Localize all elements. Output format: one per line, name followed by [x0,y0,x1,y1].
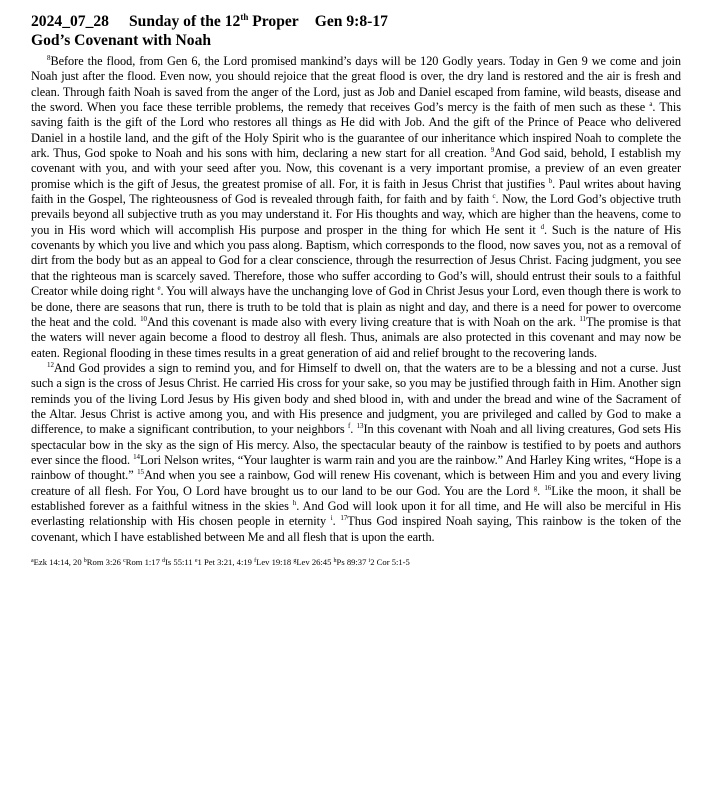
verse-number: 14 [133,452,141,461]
footnote-letter: i [368,558,371,564]
text-run: . [350,422,357,437]
footnote-reference: Rom 1:17 [125,557,163,567]
verse-number: 16 [544,483,552,492]
footnote-reference: Lev 26:45 [296,557,334,567]
footnote-reference: Ps 89:37 [336,557,369,567]
footnotes [31,557,681,568]
text-run: And this covenant is made also with every living creature that is with Noah on the ark. [146,314,580,329]
document-title-line [31,12,681,31]
text-run: . [332,514,341,529]
footnote-item [84,557,123,567]
footnote-reference: Is 55:11 [165,557,195,567]
footnote-marker: i [330,514,333,523]
verse-number: 11 [579,314,586,323]
footnote-item [293,557,333,567]
footnote-letter: g [293,558,297,564]
text-run: Thus God inspired Noah saying, This rainbow is the token of the covenant, which I have established between Me and all flesh that is upon the earth. [31,514,681,544]
footnote-reference: Lev 19:18 [256,557,294,567]
verse-number: 15 [137,468,144,477]
footnote-item [123,557,162,567]
text-run: . This saving faith is the gift of the Lord who restores all things as He did with Job. And the gift of the Prince of Peace who delivered Daniel in a hostile land, and the gift of the Holy Spirit who is the guarantee of our inheritance which inspired Noah to complete the ark. Thus, God spoke to Noah and his sons with him, declaring a new start for all creation. [31,100,681,161]
footnote-letter: a [31,558,34,564]
text-run: And God provides a sign to remind you, and for Himself to dwell on, that the waters are to be a blessing and not a curse. Just such a sign is the cross of Jesus Christ. He carried His cross for your sake, so you may be justified through faith in Him. Another sign reminds you of the living Lord Jesus by His given body and shed blood in, with and under the bread and wine of the Sacrament of the Altar. Jesus Christ is active among you, and with His presence and judgment, you are privileged and called by God to make a difference, to make a significant contribution, to your neighbors [31,360,681,437]
verse-number: 9 [490,146,495,155]
text-run: Before the flood, from Gen 6, the Lord promised mankind’s days will be 120 Godly years. Today in Gen 9 we come and join Noah just after the flood. Even now, you should rejoice that the great flood is over, the dry land is restored and the air is fresh and clean. Through faith Noah is saved from the anger of the Lord, just as Job and Daniel escaped from famine, wild beasts, disease and the sword. When you face these terrible problems, the remedy that receives God’s mercy is the faith of men such as these [31,54,681,115]
verse-number: 13 [356,422,364,431]
footnote-item [369,557,410,567]
footnote-reference: 2 Cor 5:1-5 [370,557,410,567]
verse-number: 8 [47,54,51,62]
text-run: In this covenant with Noah and all living creatures, God sets His spectacular bow in the sky as the sign of His mercy. Also, the spectacular beauty of the rainbow is testified to by poets and authors ever since the flood. [31,422,681,467]
footnote-reference: Ezk 14:14, 20 [33,557,84,567]
footnote-marker: c [492,192,496,201]
footnote-letter: e [194,558,198,564]
text-run: Like the moon, it shall be established forever as a faithful witness in the skies [31,483,681,513]
footnote-marker: a [649,100,653,109]
text-run: . Such is the nature of His covenants by which you live and which you pass along. Baptism, which corresponds to the flood, now saves you, not as a removal of dirt from the body but as an appeal to God for a clear conscience, through the resurrection of Jesus Christ. Facing judgment, you see that the righteous man is scarcely saved. Therefore, those who suffer according to God’s will, should entrust their souls to a faithful Creator while doing right [31,222,681,299]
text-run: . Now, the Lord God’s objective truth prevails beyond all subjective truth as you may understand it. For His thoughts and way, which are higher than the heavens, come to you in His word which will accomplish His purpose and prosper in the thing for which He sent it [31,192,681,237]
footnote-item [31,557,84,567]
footnote-item [162,557,195,567]
footnote-marker: d [540,222,545,231]
footnote-letter: c [123,558,126,564]
text-run: And God said, behold, I establish my covenant with you, and with your seed after you. Now, this covenant is a very important promise, a preview of an even greater promise which is the gift of Jesus, the greatest promise of all. For, it is faith in Jesus Christ that justifies [31,146,681,191]
footnote-marker: g [533,483,538,492]
footnote-item [334,557,369,567]
footnote-reference: Rom 3:26 [86,557,124,567]
footnote-marker: e [157,284,161,293]
footnote-letter: h [333,558,337,564]
text-run: Lori Nelson writes, “Your laughter is warm rain and you are the rainbow.” And Harley King writes, “Hope is a rainbow of thought.” [31,452,681,483]
footnote-marker: h [292,498,297,507]
footnote-letter: f [254,558,257,564]
footnote-marker: b [548,176,553,185]
text-run: . You will always have the unchanging love of God in Christ Jesus your Lord, even though there is work to be done, there are seasons that run, there is truth to be told that is plain as night and day, and there is a need for power to overcome the heat and the cold. [31,284,681,329]
footnote-item [254,557,293,567]
verse-number: 10 [140,314,147,323]
sermon-paragraph-2 [31,361,681,545]
verse-number: 17 [340,514,348,523]
scripture-reference: Gen 9:8-17 [314,13,388,30]
text-run: . [537,483,545,498]
footnote-item [194,557,257,567]
sermon-title: God’s Covenant with Noah [31,32,212,49]
verse-number: 12 [47,360,54,369]
footnote-letter: d [162,558,166,564]
sermon-paragraph-1 [31,54,681,361]
text-run: . And God will look upon it for all time, and He will also be merciful in His everlasting relationship with His chosen people in eternity [31,498,682,529]
text-run: And when you see a rainbow, God will renew His covenant, which is between Him and you and every living creature of all flesh. For You, O Lord have brought us to our land to be our God. You are the Lord [31,468,681,498]
text-run: . Paul writes about having faith in the Gospel, The righteousness of God is revealed through faith, for faith and by faith [31,176,681,207]
date-label: 2024_07_28 [31,13,109,30]
document-page [31,12,681,568]
footnote-marker: f [347,422,351,431]
text-run: The promise is that the waters will never again become a flood to destroy all flesh. Thus, animals are also protected in this covenant and may now be eaten. Regional flooding in these times results in a great generation of aid and relief brought to the recovering lands. [31,314,682,360]
footnote-letter: b [83,558,87,564]
day-label: Sunday of the 12th Proper [128,12,299,30]
footnote-reference: 1 Pet 3:21, 4:19 [197,557,255,567]
